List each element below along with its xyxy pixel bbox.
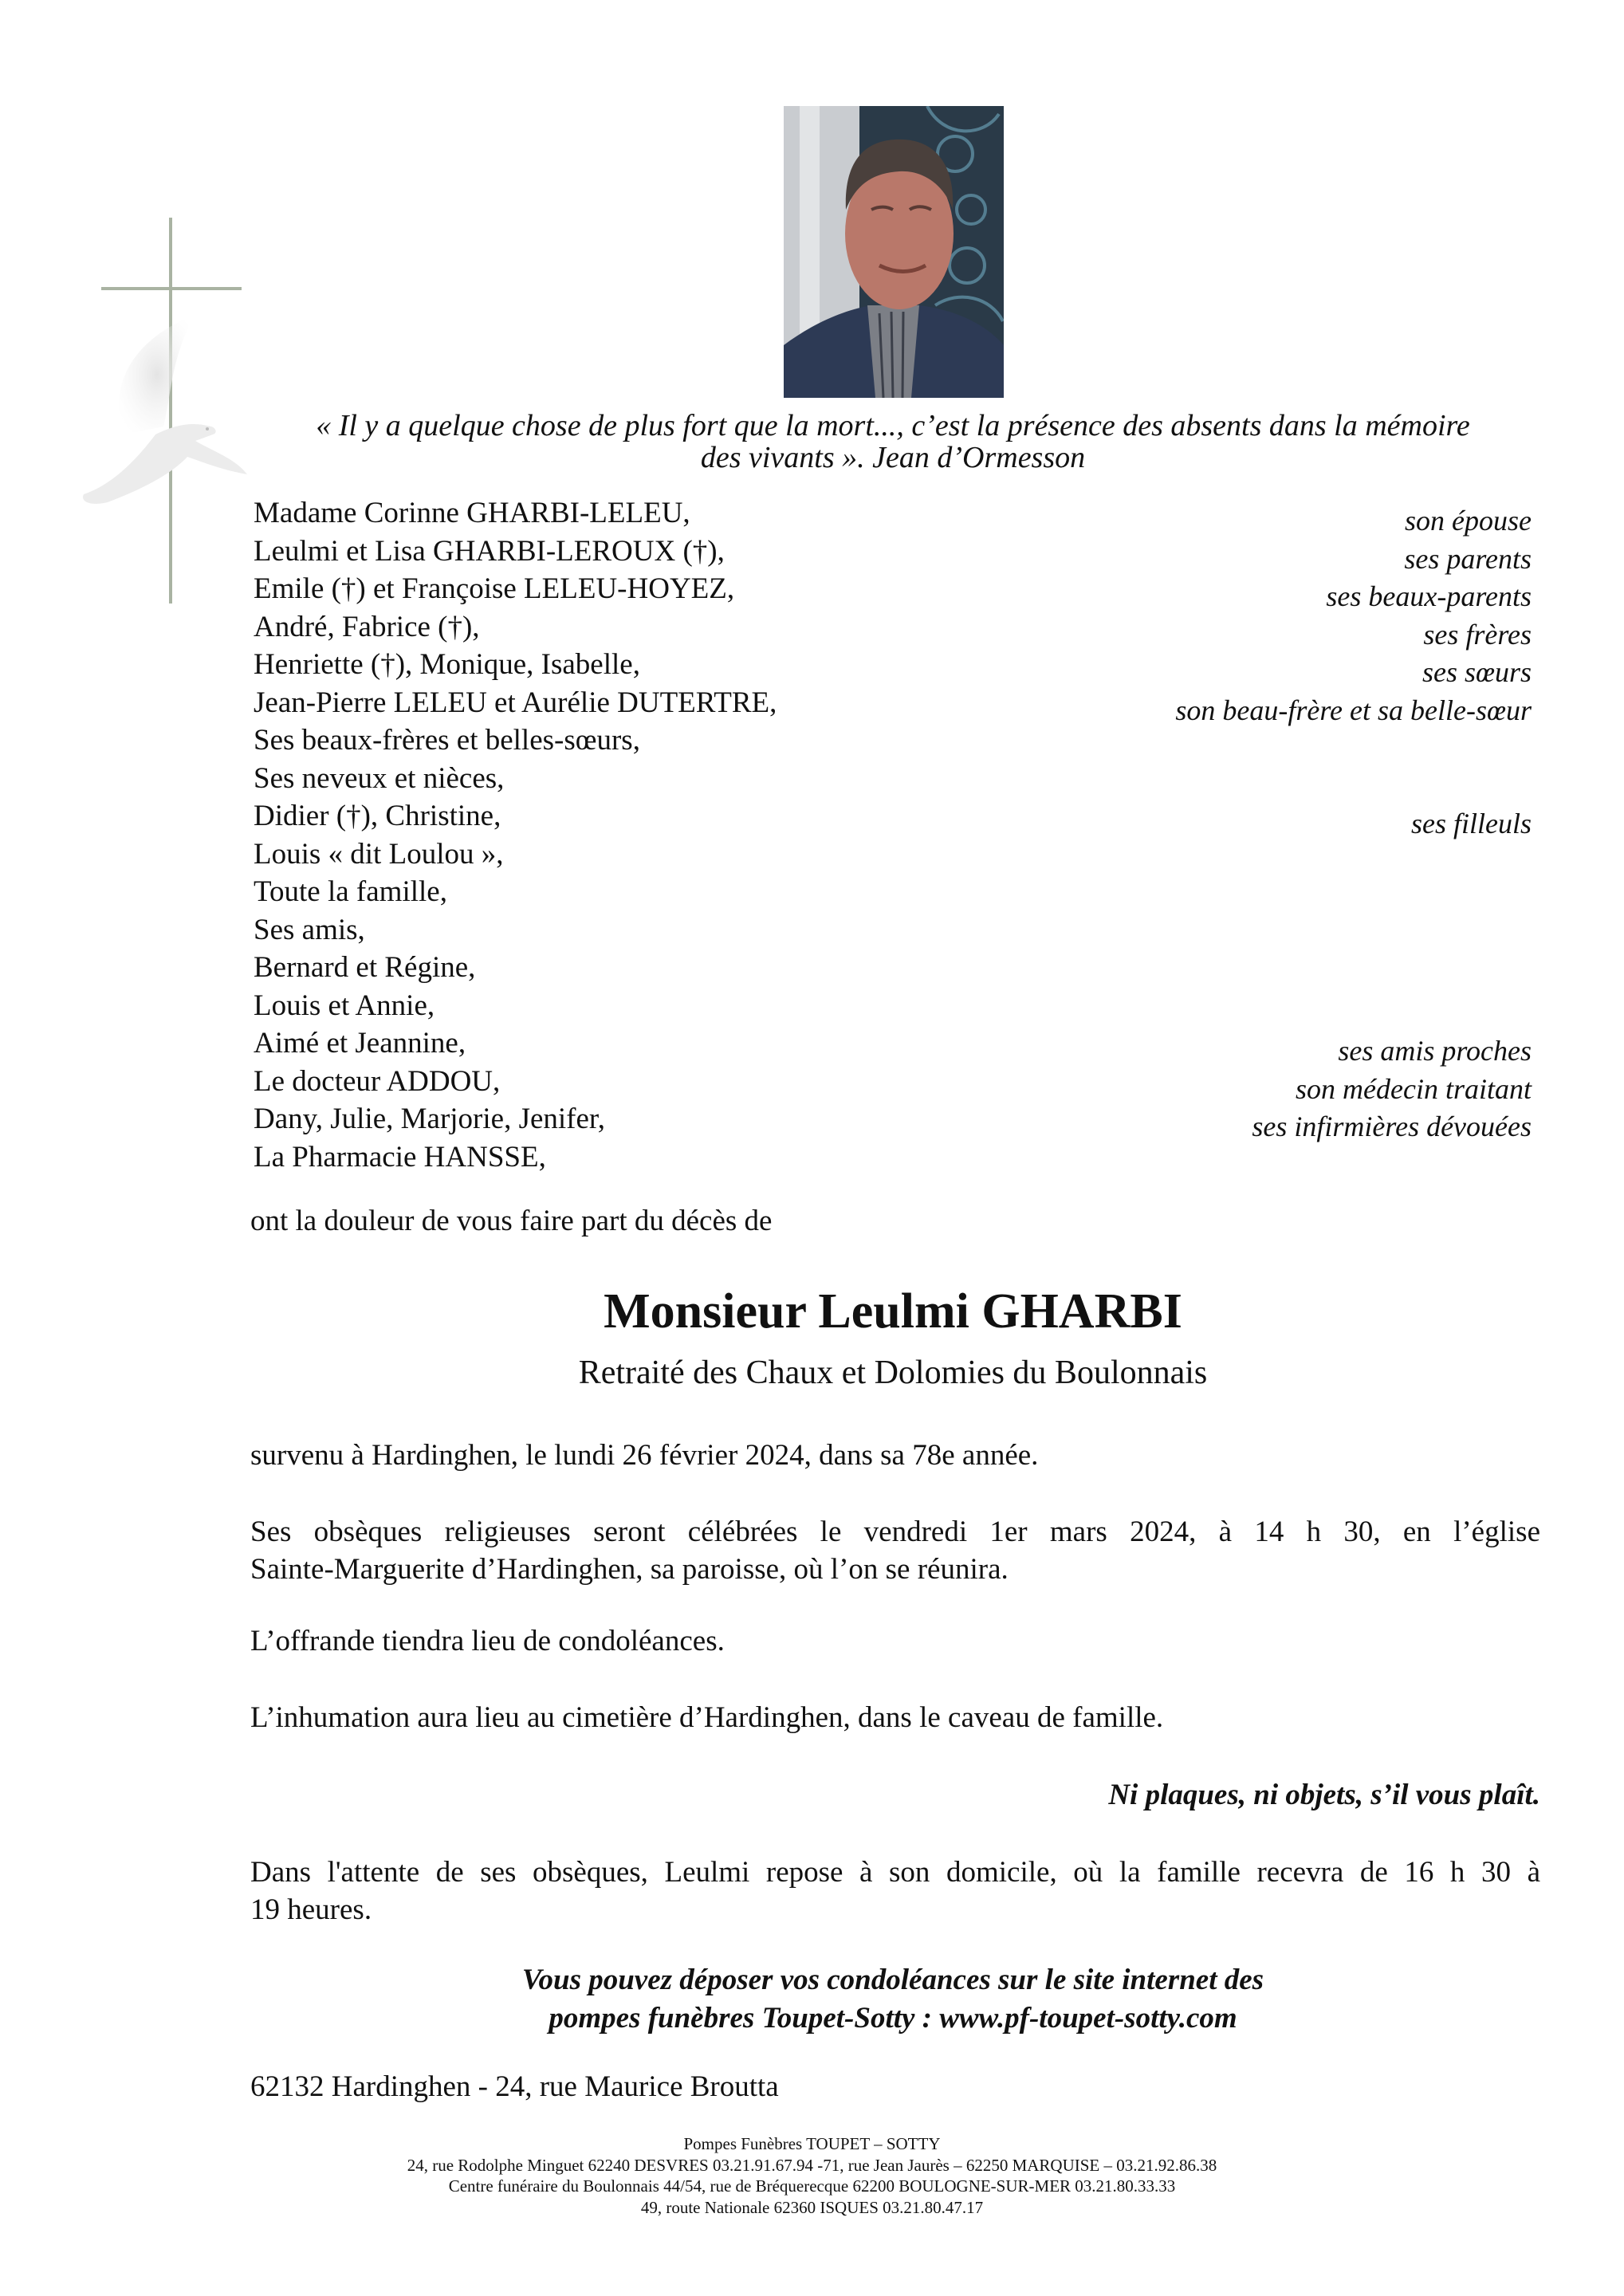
family-relation: son médecin traitant xyxy=(1296,1072,1532,1105)
quote-line-2: des vivants ». Jean d’Ormesson xyxy=(700,441,1086,474)
rest-line-2: 19 heures. xyxy=(250,1893,372,1926)
family-name: Didier (†), Christine, xyxy=(254,800,501,832)
family-relation xyxy=(1175,881,1532,919)
family-relation: ses parents xyxy=(1404,542,1532,575)
family-relation: ses frères xyxy=(1423,618,1532,651)
family-name: Leulmi et Lisa GHARBI-LEROUX (†), xyxy=(254,534,725,568)
funeral-paragraph xyxy=(250,1513,1540,1588)
family-relation: ses amis proches xyxy=(1338,1035,1532,1067)
burial-paragraph: L’inhumation aura lieu au cimetière d’Hardinghen, dans le caveau de famille. xyxy=(250,1701,1164,1734)
rest-paragraph xyxy=(250,1854,1540,1928)
family-name: Jean-Pierre LELEU et Aurélie DUTERTRE, xyxy=(254,686,777,719)
family-name: Ses amis, xyxy=(254,913,365,946)
dove-icon xyxy=(76,315,251,514)
rest-line-1: Dans l'attente de ses obsèques, Leulmi repose à son domicile, où la famille recevra de 16 h 30 à xyxy=(250,1856,1540,1889)
family-name: Dany, Julie, Marjorie, Jenifer, xyxy=(254,1103,606,1135)
footer-line-4: 49, route Nationale 62360 ISQUES 03.21.80.47.17 xyxy=(640,2197,984,2217)
family-relation: ses sœurs xyxy=(1421,656,1532,688)
deceased-name: Monsieur Leulmi GHARBI xyxy=(604,1284,1182,1339)
quote-line-1: « Il y a quelque chose de plus fort que la mort..., c’est la présence des absents dans la mémoire xyxy=(316,409,1470,442)
family-relation: son beau-frère et sa belle-sœur xyxy=(1175,694,1532,726)
family-relation xyxy=(1175,995,1532,1033)
home-address: 62132 Hardinghen - 24, rue Maurice Broutta xyxy=(250,2070,779,2103)
family-relation: ses infirmières dévouées xyxy=(1252,1111,1532,1142)
family-name: Bernard et Régine, xyxy=(254,951,476,984)
online-line-2[interactable]: pompes funèbres Toupet-Sotty : www.pf-toupet-sotty.com xyxy=(549,2002,1237,2035)
family-relation: ses filleuls xyxy=(1411,808,1532,839)
family-relations-list xyxy=(1175,502,1532,1184)
family-name: André, Fabrice (†), xyxy=(254,610,480,643)
family-relation xyxy=(1175,729,1532,768)
family-name: La Pharmacie HANSSE, xyxy=(254,1140,546,1174)
funeral-home-footer xyxy=(0,2133,1624,2218)
cross-icon-horizontal xyxy=(101,287,242,290)
online-line-1: Vous pouvez déposer vos condoléances sur le site internet des xyxy=(521,1964,1264,1996)
funeral-line-1: Ses obsèques religieuses seront célébrées le vendredi 1er mars 2024, à 14 h 30, en l’église xyxy=(250,1516,1540,1548)
family-name: Le docteur ADDOU, xyxy=(254,1064,501,1098)
announcement-text: ont la douleur de vous faire part du décès de xyxy=(250,1205,773,1237)
family-relation xyxy=(1175,919,1532,957)
family-name: Madame Corinne GHARBI-LELEU, xyxy=(254,497,690,529)
family-name: Aimé et Jeannine, xyxy=(254,1027,466,1060)
family-name: Henriette (†), Monique, Isabelle, xyxy=(254,648,640,681)
footer-line-3: Centre funéraire du Boulonnais 44/54, rue de Bréquerecque 62200 BOULOGNE-SUR-MER 03.21.80.33.33 xyxy=(448,2176,1176,2196)
footer-line-2: 24, rue Rodolphe Minguet 62240 DESVRES 03.21.91.67.94 -71, rue Jean Jaurès – 62250 MARQUISE – 03.21.92.86.38 xyxy=(407,2155,1217,2175)
family-name: Ses neveux et nièces, xyxy=(254,761,505,795)
portrait-photo xyxy=(784,106,1004,398)
family-name: Louis « dit Loulou », xyxy=(254,837,504,871)
family-relation: ses beaux-parents xyxy=(1326,580,1532,612)
deceased-subtitle: Retraité des Chaux et Dolomies du Boulonnais xyxy=(578,1354,1208,1391)
death-paragraph: survenu à Hardinghen, le lundi 26 février 2024, dans sa 78e année. xyxy=(250,1439,1039,1472)
funeral-line-2: Sainte-Marguerite d’Hardinghen, sa paroisse, où l’on se réunira. xyxy=(250,1553,1009,1586)
family-name: Ses beaux-frères et belles-sœurs, xyxy=(254,724,640,757)
family-relation xyxy=(1175,843,1532,882)
family-names-list xyxy=(254,494,777,1176)
family-relation xyxy=(1175,957,1532,995)
family-name: Louis et Annie, xyxy=(254,989,435,1022)
online-condolences xyxy=(239,1961,1547,2038)
family-name: Toute la famille, xyxy=(254,875,447,908)
family-relation xyxy=(1175,1146,1532,1185)
family-name: Emile (†) et Françoise LELEU-HOYEZ, xyxy=(254,572,735,605)
no-plaques-notice: Ni plaques, ni objets, s’il vous plaît. xyxy=(1108,1779,1540,1811)
footer-line-1: Pompes Funèbres TOUPET – SOTTY xyxy=(683,2134,941,2153)
family-relation: son épouse xyxy=(1405,505,1532,537)
offering-paragraph: L’offrande tiendra lieu de condoléances. xyxy=(250,1625,725,1657)
family-relation xyxy=(1175,768,1532,806)
